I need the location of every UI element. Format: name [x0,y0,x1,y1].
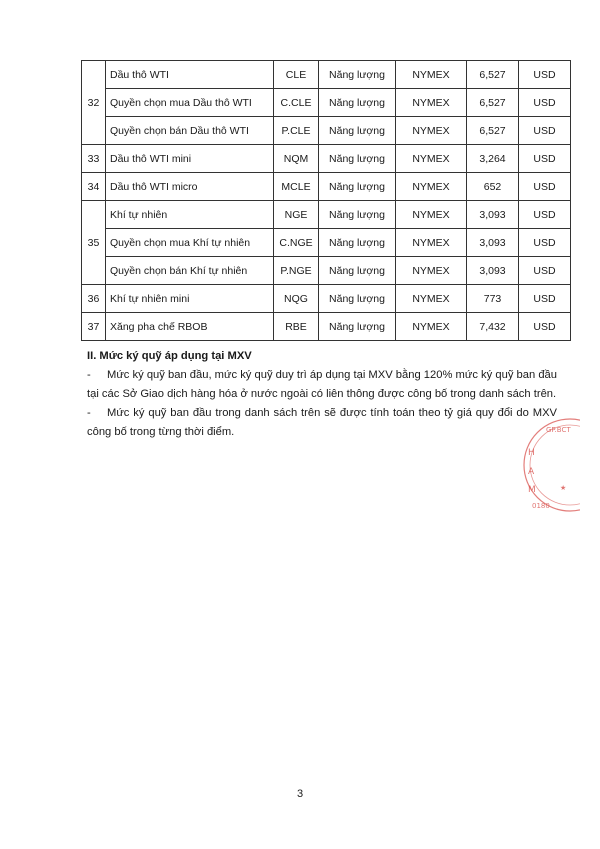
product-name: Khí tự nhiên mini [106,285,274,313]
row-number: 32 [82,61,106,145]
product-code: NQM [274,145,319,173]
margin-value: 6,527 [467,117,519,145]
table-row [82,145,571,173]
product-group: Năng lượng [319,285,396,313]
currency: USD [519,201,571,229]
product-group: Năng lượng [319,61,396,89]
product-group: Năng lượng [319,117,396,145]
exchange-name: NYMEX [396,89,467,117]
svg-text:H: H [528,448,535,458]
bullet-marker: - [87,407,91,419]
section-paragraph-2 [87,404,557,442]
product-name: Dầu thô WTI [106,61,274,89]
exchange-name: NYMEX [396,173,467,201]
paragraph-2-text: Mức ký quỹ ban đầu trong danh sách trên sẽ được tính toán theo tỷ giá quy đổi do MXV công bố trong từng thời điểm. [87,407,557,438]
product-name: Xăng pha chế RBOB [106,313,274,341]
row-number: 35 [82,201,106,285]
exchange-name: NYMEX [396,201,467,229]
margin-section [87,347,557,442]
product-code: C.NGE [274,229,319,257]
product-name: Dầu thô WTI mini [106,145,274,173]
product-code: C.CLE [274,89,319,117]
product-group: Năng lượng [319,257,396,285]
exchange-name: NYMEX [396,117,467,145]
product-name: Khí tự nhiên [106,201,274,229]
product-name: Quyền chọn bán Dầu thô WTI [106,117,274,145]
product-name: Quyền chọn mua Dầu thô WTI [106,89,274,117]
margin-table [81,60,571,341]
product-code: MCLE [274,173,319,201]
margin-value: 3,093 [467,257,519,285]
bullet-marker: - [87,369,91,381]
margin-value: 3,264 [467,145,519,173]
margin-value: 6,527 [467,89,519,117]
exchange-name: NYMEX [396,61,467,89]
currency: USD [519,257,571,285]
table-body [82,61,571,341]
row-number: 33 [82,145,106,173]
table-row [82,173,571,201]
product-code: NQG [274,285,319,313]
margin-value: 7,432 [467,313,519,341]
section-paragraph-1 [87,366,557,404]
table-row [82,313,571,341]
paragraph-1-text: Mức ký quỹ ban đầu, mức ký quỹ duy trì áp dụng tại MXV bằng 120% mức ký quỹ ban đầu tại các Sở Giao dịch hàng hóa ở nước ngoài có liên thông được công bố trong danh sách trên. [87,369,557,400]
currency: USD [519,117,571,145]
product-name: Quyền chọn mua Khí tự nhiên [106,229,274,257]
margin-value: 773 [467,285,519,313]
seal-icon [500,410,580,530]
svg-text:GP.BCT: GP.BCT [546,426,571,434]
svg-text:★: ★ [560,484,567,492]
product-code: P.CLE [274,117,319,145]
margin-value: 3,093 [467,229,519,257]
row-number: 37 [82,313,106,341]
currency: USD [519,173,571,201]
exchange-name: NYMEX [396,313,467,341]
product-name: Quyền chọn bán Khí tự nhiên [106,257,274,285]
margin-value: 3,093 [467,201,519,229]
currency: USD [519,229,571,257]
svg-text:A: A [528,467,535,477]
row-number: 36 [82,285,106,313]
exchange-name: NYMEX [396,285,467,313]
table-row [82,285,571,313]
table-row [82,257,571,285]
product-name: Dầu thô WTI micro [106,173,274,201]
section-heading: II. Mức ký quỹ áp dụng tại MXV [87,350,252,362]
product-group: Năng lượng [319,229,396,257]
table-row [82,229,571,257]
table-row [82,61,571,89]
product-code: P.NGE [274,257,319,285]
table-row [82,117,571,145]
table-row [82,89,571,117]
product-group: Năng lượng [319,201,396,229]
currency: USD [519,285,571,313]
page-number: 3 [296,788,304,800]
product-group: Năng lượng [319,173,396,201]
currency: USD [519,145,571,173]
svg-text:0180: 0180 [532,502,550,510]
product-code: NGE [274,201,319,229]
product-group: Năng lượng [319,313,396,341]
exchange-name: NYMEX [396,145,467,173]
margin-value: 6,527 [467,61,519,89]
product-group: Năng lượng [319,145,396,173]
currency: USD [519,89,571,117]
red-seal-stamp [500,410,580,530]
exchange-name: NYMEX [396,257,467,285]
product-code: RBE [274,313,319,341]
product-code: CLE [274,61,319,89]
exchange-name: NYMEX [396,229,467,257]
currency: USD [519,61,571,89]
svg-text:M: M [528,485,536,495]
margin-value: 652 [467,173,519,201]
product-group: Năng lượng [319,89,396,117]
currency: USD [519,313,571,341]
table-row [82,201,571,229]
row-number: 34 [82,173,106,201]
